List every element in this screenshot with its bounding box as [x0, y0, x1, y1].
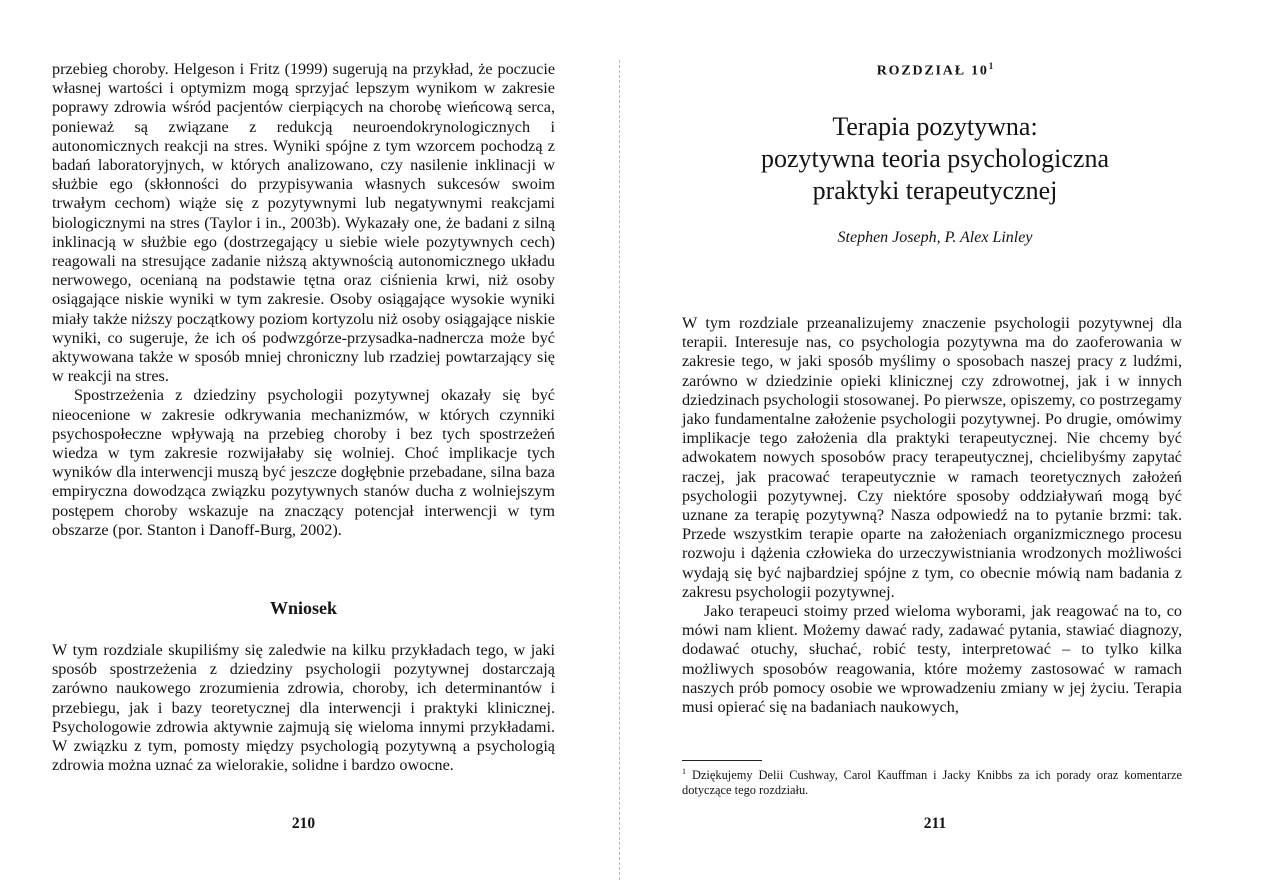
right-paragraph-2: Jako terapeuci stoimy przed wieloma wyborami, jak reagować na to, co mówi nam klient. Możemy dawać rady, zadawać pytania, stawiać diagnozy, dodawać otuchy, słuchać, robić testy, interpretować – to tylko kilka możliwych sposobów reagowania, które możemy zastosować w ramach naszych prób pomocy osobie we wprowadzeniu zmiany w jej życiu. Terapia musi opierać się na badaniach naukowych, — [682, 602, 1182, 717]
section-heading: Wniosek — [269, 598, 338, 618]
title-line-3: praktyki terapeutycznej — [812, 176, 1058, 205]
footnote-mark: 1 — [682, 767, 686, 776]
footnote-rule — [682, 760, 762, 761]
right-body-text — [682, 314, 1182, 717]
page-number-right: 211 — [923, 815, 947, 832]
chapter-authors: Stephen Joseph, P. Alex Linley — [837, 229, 1033, 246]
left-page — [0, 0, 620, 894]
chapter-note-mark: 1 — [988, 61, 994, 71]
conclusion-paragraph: W tym rozdziale skupiliśmy się zaledwie na kilku przykładach tego, w jaki sposób spostrzeżenia z dziedziny psychologii pozytywnej dostarczają zarówno naukowego zrozumienia zdrowia, choroby, ich determinantów i przebiegu, jak i bazy teoretycznej dla interwencji i praktyki klinicznej. Psychologowie zdrowia aktywnie zajmują się wieloma innymi przykładami. W związku z tym, pomosty między psychologią pozytywną a psychologią zdrowia można uznać za wielorakie, solidne i bardzo owocne. — [52, 641, 555, 775]
chapter-label-text: ROZDZIAŁ 10 — [876, 63, 989, 79]
right-paragraph-1: W tym rozdziale przeanalizujemy znaczenie psychologii pozytywnej dla terapii. Interesuje nas, co psychologia pozytywna ma do zaoferowania w zakresie tego, w jaki sposób myślimy o sposobach naszej pracy z ludźmi, zarówno w dziedzinie opieki klinicznej czy zdrowotnej, jak i w innych dziedzinach psychologii stosowanej. Po pierwsze, opiszemy, co postrzegamy jako fundamentalne założenie psychologii pozytywnej. Po drugie, omówimy implikacje tego założenia dla praktyki terapeutycznej. Nie chcemy być adwokatem nowych sposobów pracy terapeutycznej, chcielibyśmy zapytać raczej, jak pracować terapeutycznie w ramach teoretycznych założeń psychologii pozytywnej. Czy niektóre sposoby oddziaływań mogą być uznane za terapię pozytywną? Nasza odpowiedź na to pytanie brzmi: tak. Przede wszystkim terapie oparte na założeniach organizmicznego procesu rozwoju i dążenia człowieka do urzeczywistniania wrodzonych możliwości wydają się być najbardziej spójne z tym, co obecnie mówią nam badania z zakresu psychologii pozytywnej. — [682, 314, 1182, 601]
footnote-text: Dziękujemy Delii Cushway, Carol Kauffman i Jacky Knibbs za ich porady oraz komentarze dotyczące tego rozdziału. — [682, 768, 1182, 798]
left-paragraph-2: Spostrzeżenia z dziedziny psychologii pozytywnej okazały się być nieocenione w zakresie odkrywania mechanizmów, w których czynniki psychospołeczne wpływają na przebieg choroby i bez tych spostrzeżeń wiedza w tym zakresie rozwijałaby się wolniej. Choć implikacje tych wyników dla interwencji muszą być jeszcze dogłębnie przebadane, silna baza empiryczna dowodząca związku pozytywnych stanów ducha z wolniejszym postępem choroby wskazuje na znaczący potencjał interwencji w tym obszarze (por. Stanton i Danoff-Burg, 2002). — [52, 386, 555, 539]
right-page — [620, 0, 1262, 894]
left-body-text — [52, 60, 555, 540]
chapter-label — [686, 61, 1184, 80]
title-line-2: pozytywna teoria psychologiczna — [761, 144, 1109, 173]
footnote — [682, 764, 1182, 798]
left-paragraph-1: przebieg choroby. Helgeson i Fritz (1999) sugerują na przykład, że poczucie własnej wartości i optymizm mogą sprzyjać lepszym wynikom w zakresie poprawy zdrowia wśród pacjentów cierpiących na chorobę wieńcową serca, ponieważ są związane z redukcją neuroendokrynologicznych i autonomicznych reakcji na stres. Wyniki spójne z tym wzorcem pochodzą z badań laboratoryjnych, w których analizowano, czy nasilenie inklinacji w służbie ego (skłonności do przypisywania własnych sukcesów swoim trwałym cechom) wiąże się z pozytywnymi lub negatywnymi reakcjami biologicznymi na stres (Taylor i in., 2003b). Wykazały one, że badani z silną inklinacją w służbie ego (dostrzegający u siebie wiele pozytywnych cech) reagowali na stresujące zadanie niższą aktywnością autonomicznego układu nerwowego, ocenianą na podstawie tętna oraz ciśnienia krwi, niż osoby osiągające niskie wyniki w tym zakresie. Osoby osiągające wysokie wyniki miały także niższy początkowy poziom kortyzolu niż osoby osiągające niskie wyniki, co sugeruje, że ich oś podwzgórze-przysadka-nadnercza może być aktywowana także w sposób mniej chroniczny lub rzadziej powtarzający się w reakcji na stres. — [52, 60, 555, 386]
chapter-title — [686, 111, 1184, 207]
page-number-left: 210 — [291, 815, 316, 832]
title-line-1: Terapia pozytywna: — [832, 112, 1038, 141]
conclusion-text — [52, 641, 555, 775]
